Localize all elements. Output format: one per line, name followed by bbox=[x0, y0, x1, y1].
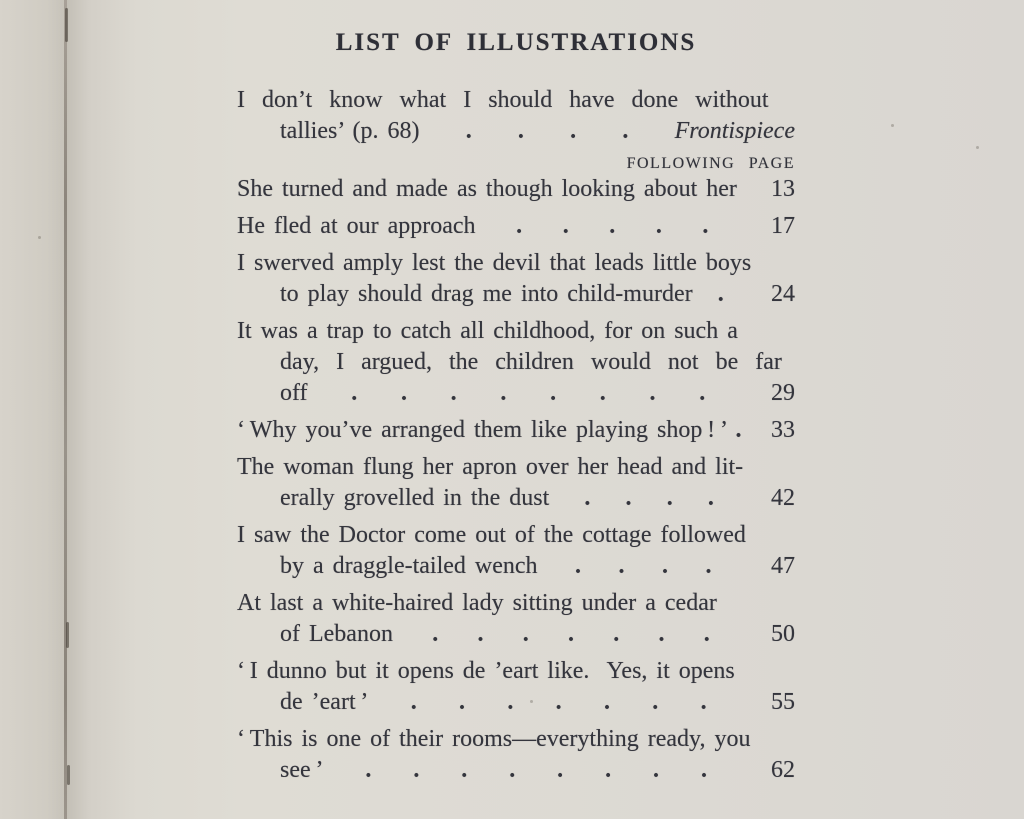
entry-text: erally grovelled in the dust bbox=[280, 485, 550, 511]
entry-text: ‘ Why you’ve arranged them like playing shop ! ’ bbox=[237, 417, 728, 443]
entry-line bbox=[237, 116, 795, 147]
entry-text: I saw the Doctor come out of the cottage followed bbox=[237, 522, 746, 548]
page-number: 42 bbox=[771, 485, 795, 511]
entry-line bbox=[237, 279, 795, 310]
entry-text: I don’t know what I should have done without bbox=[237, 87, 769, 113]
page-number: 29 bbox=[771, 380, 795, 406]
underlying-page-edge bbox=[0, 0, 66, 819]
entry-text: At last a white-haired lady sitting under a cedar bbox=[237, 590, 717, 616]
paper-speck bbox=[38, 236, 41, 239]
entry-line bbox=[237, 520, 795, 551]
entry-line bbox=[237, 619, 795, 650]
leader-dots: . . . . bbox=[584, 485, 714, 511]
illustration-entry bbox=[237, 588, 795, 650]
entry-line bbox=[237, 316, 795, 347]
entry-text: of Lebanon bbox=[280, 621, 393, 647]
crease-mark bbox=[66, 622, 69, 648]
leader-dots: . . . . bbox=[575, 553, 712, 579]
illustration-entry bbox=[237, 174, 795, 205]
entry-text: see ’ bbox=[280, 757, 324, 783]
page-number: 24 bbox=[771, 281, 795, 307]
entry-line bbox=[237, 755, 795, 786]
crease-mark bbox=[65, 8, 68, 42]
leader-dots: . . . . . bbox=[516, 213, 709, 239]
leader-dots: . . . . . . . bbox=[432, 621, 710, 647]
entry-text: It was a trap to catch all childhood, for on such a bbox=[237, 318, 738, 344]
illustration-entry bbox=[237, 211, 795, 242]
illustration-entry bbox=[237, 520, 795, 582]
entry-text: to play should drag me into child-murder bbox=[280, 281, 693, 307]
following-page-label: FOLLOWING PAGE bbox=[626, 155, 795, 172]
leader-dots: . . . . bbox=[465, 118, 629, 144]
leader-dots: . . . . . . . . bbox=[351, 380, 706, 406]
page-number: 17 bbox=[771, 213, 795, 239]
entry-line bbox=[237, 588, 795, 619]
leader-dots: . bbox=[735, 417, 742, 443]
entry-line bbox=[237, 656, 795, 687]
entry-line bbox=[237, 85, 795, 116]
entry-text: day, I argued, the children would not be far bbox=[280, 349, 782, 375]
entry-line bbox=[237, 551, 795, 582]
entry-line bbox=[237, 415, 795, 446]
page-number: Frontispiece bbox=[674, 118, 795, 144]
page-number: 47 bbox=[771, 553, 795, 579]
illustration-entry bbox=[237, 248, 795, 310]
page-number: 55 bbox=[771, 689, 795, 715]
illustration-entry bbox=[237, 415, 795, 446]
illustration-entry bbox=[237, 85, 795, 147]
entry-line bbox=[237, 378, 795, 409]
entry-text: ‘ This is one of their rooms—everything ready, you bbox=[237, 726, 751, 752]
leader-dots: . bbox=[717, 281, 724, 307]
page-number: 13 bbox=[771, 176, 795, 202]
leader-dots: . . . . . . . . bbox=[365, 757, 707, 783]
entry-text: de ’eart ’ bbox=[280, 689, 369, 715]
entry-text: by a draggle-tailed wench bbox=[280, 553, 538, 579]
entry-text: She turned and made as though looking about her bbox=[237, 176, 737, 202]
illustration-entry bbox=[237, 656, 795, 718]
entry-line bbox=[237, 174, 795, 205]
entry-text: He fled at our approach bbox=[237, 213, 476, 239]
entry-line bbox=[237, 452, 795, 483]
list-of-illustrations bbox=[237, 28, 795, 792]
entry-text: ‘ I dunno but it opens de ’eart like. Yes, it opens bbox=[237, 658, 735, 684]
page-number: 62 bbox=[771, 757, 795, 783]
entry-text: The woman flung her apron over her head and lit- bbox=[237, 454, 744, 480]
illustration-entry bbox=[237, 316, 795, 409]
paper-speck bbox=[891, 124, 894, 127]
entry-text: tallies’ (p. 68) bbox=[280, 118, 420, 144]
paper-speck bbox=[976, 146, 979, 149]
page-number: 33 bbox=[771, 417, 795, 443]
page-number: 50 bbox=[771, 621, 795, 647]
page-title: LIST OF ILLUSTRATIONS bbox=[335, 29, 697, 56]
entry-line bbox=[237, 724, 795, 755]
entry-line bbox=[237, 347, 795, 378]
leader-dots: . . . . . . . bbox=[410, 689, 707, 715]
crease-mark bbox=[67, 765, 70, 785]
entry-text: off bbox=[280, 380, 308, 406]
entry-text: I swerved amply lest the devil that leads little boys bbox=[237, 250, 752, 276]
illustration-entry bbox=[237, 452, 795, 514]
entry-line bbox=[237, 211, 795, 242]
entry-line bbox=[237, 248, 795, 279]
illustration-entry bbox=[237, 724, 795, 786]
entry-line bbox=[237, 687, 795, 718]
entry-line bbox=[237, 483, 795, 514]
